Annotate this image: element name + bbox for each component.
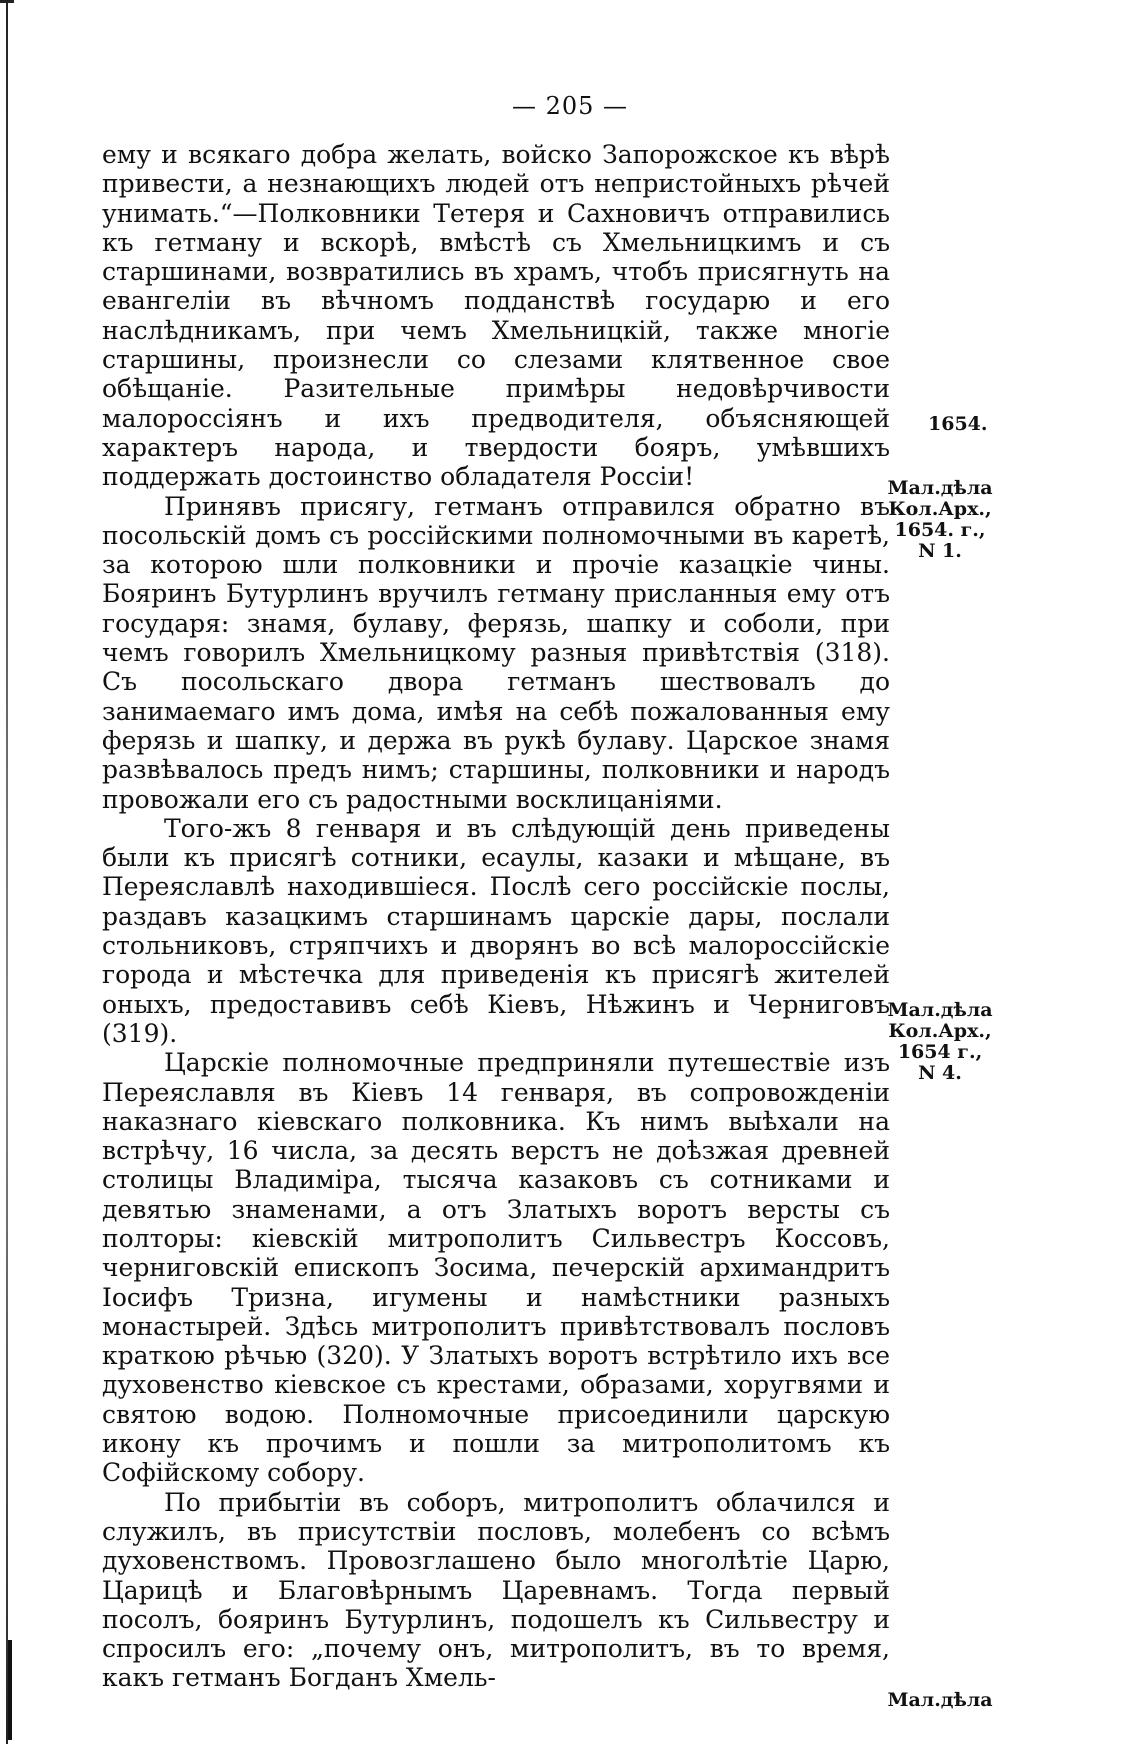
margin-note-line: Мал.дѣла: [887, 999, 993, 1021]
page-edge-mark-top: [0, 0, 14, 13]
margin-note-line: Мал.дѣла: [887, 477, 993, 499]
margin-note-line: N 1.: [918, 540, 962, 562]
margin-year: 1654.: [928, 413, 988, 435]
page-edge-mark-bottom: [8, 1640, 12, 1740]
page-number: — 205 —: [511, 92, 629, 120]
page-edge-shadow: [6, 0, 8, 1744]
paragraph-1: ему и всякаго добра желать, войско Запорожское къ вѣрѣ привести, а незнающихъ людей отъ непристойныхъ рѣчей унимать.“—Полковники Тетеря и Сахновичъ отправились къ гетману и вскорѣ, вмѣстѣ съ Хмельницкимъ и съ старшинами, возвратились въ храмъ, чтобъ присягнуть на евангеліи въ вѣчномъ подданствѣ государю и его наслѣдникамъ, при чемъ Хмельницкій, также многіе старшины, произнесли со слезами клятвенное свое обѣщаніе. Разительные примѣры недовѣрчивости малороссіянъ и ихъ предводителя, объясняющей характеръ народа, и твердости бояръ, умѣвшихъ поддержать достоинство обладателя Россіи!: [102, 140, 890, 492]
margin-note-line: Кол.Арх.,: [888, 498, 992, 520]
paragraph-5: По прибытіи въ соборъ, митрополитъ облачился и служилъ, въ присутствіи пословъ, молебенъ со всѣмъ духовенствомъ. Провозглашено было многолѣтіе Царю, Царицѣ и Благовѣрнымъ Царевнамъ. Тогда первый посолъ, бояринъ Бутурлинъ, подошелъ къ Сильвестру и спросилъ его: „почему онъ, митрополитъ, въ то время, какъ гетманъ Богданъ Хмель-: [102, 1487, 890, 1693]
margin-note-source-3: [880, 1690, 1000, 1711]
margin-note-source-1: [880, 478, 1000, 562]
margin-note-source-2: [880, 1000, 1000, 1084]
paragraph-3: Того-жъ 8 генваря и въ слѣдующій день приведены были къ присягѣ сотники, есаулы, казаки и мѣщане, въ Переяславлѣ находившіеся. Послѣ сего россійскіе послы, раздавъ казацкимъ старшинамъ царскіе дары, послали стольниковъ, стряпчихъ и дворянъ во всѣ малороссійскіе города и мѣстечка для приведенія къ присягѣ жителей оныхъ, предоставивъ себѣ Кіевъ, Нѣжинъ и Черниговъ (319).: [102, 813, 890, 1048]
paragraph-4: Царскіе полномочные предприняли путешествіе изъ Переяславля въ Кіевъ 14 генваря, въ сопровожденіи наказнаго кіевскаго полковника. Къ нимъ выѣхали на встрѣчу, 16 числа, за десять верстъ не доѣзжая древней столицы Владиміра, тысяча казаковъ съ сотниками и девятью знаменами, а отъ Златыхъ воротъ версты съ полторы: кіевскій митрополитъ Сильвестръ Коссовъ, черниговскій епископъ Зосима, печерскій архимандритъ Іосифъ Тризна, игумены и намѣстники разныхъ монастырей. Здѣсь митрополитъ привѣтствовалъ пословъ краткою рѣчью (320). У Златыхъ воротъ встрѣтило ихъ все духовенство кіевское съ крестами, образами, хоругвями и святою водою. Полномочные присоединили царскую икону къ прочимъ и пошли за митрополитомъ къ Софійскому собору.: [102, 1048, 890, 1488]
margin-note-line: Кол.Арх.,: [888, 1020, 992, 1042]
paragraph-2: Принявъ присягу, гетманъ отправился обратно въ посольскій домъ съ россійскими полномочными въ каретѣ, за которою шли полковники и прочіе казацкіе чины. Бояринъ Бутурлинъ вручилъ гетману присланныя ему отъ государя: знамя, булаву, ферязь, шапку и соболи, при чемъ говорилъ Хмельницкому разныя привѣтствія (318). Съ посольскаго двора гетманъ шествовалъ до занимаемаго имъ дома, имѣя на себѣ пожалованныя ему ферязь и шапку, и держа въ рукѣ булаву. Царское знамя развѣвалось предъ нимъ; старшины, полковники и народъ провожали его съ радостными восклицаніями.: [102, 491, 890, 814]
margin-note-line: N 4.: [918, 1062, 962, 1084]
margin-note-line: Мал.дѣла: [887, 1689, 993, 1711]
main-text: [102, 140, 890, 1693]
margin-note-line: 1654. г.,: [894, 519, 986, 541]
margin-note-line: 1654 г.,: [897, 1041, 983, 1063]
